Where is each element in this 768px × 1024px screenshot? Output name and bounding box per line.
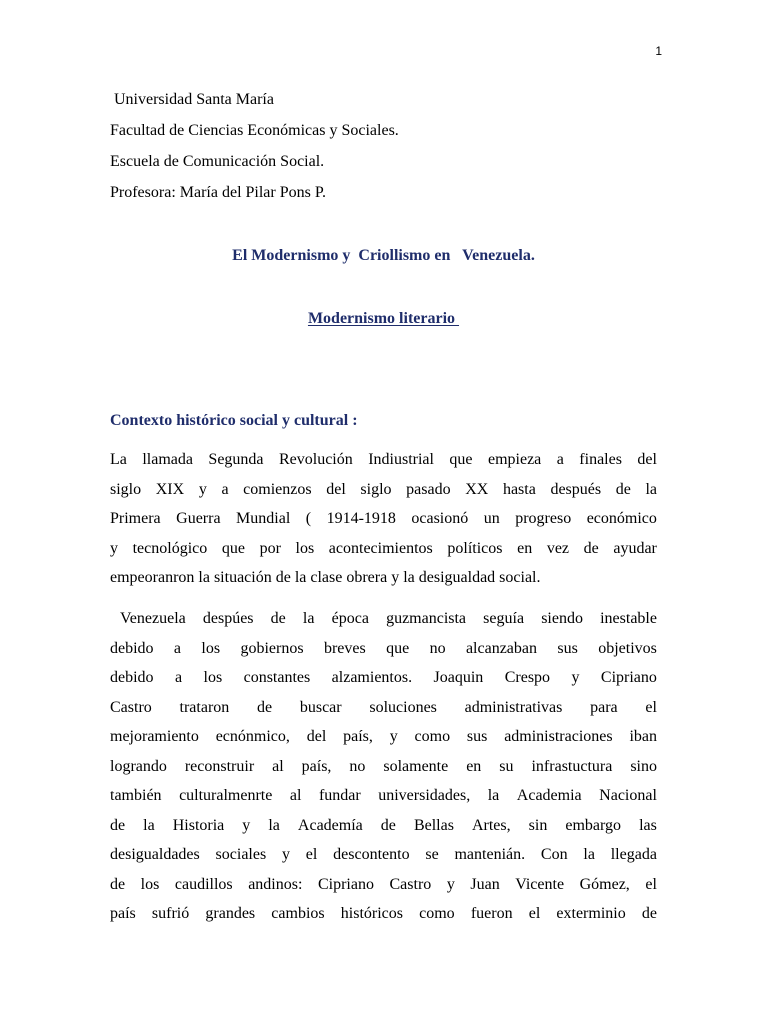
word: empeoranron la situación de la clase obrera y la desigualdad social. — [110, 569, 541, 586]
paragraph-line — [110, 663, 657, 693]
word: y — [446, 875, 455, 893]
word: breves — [323, 639, 366, 657]
word: trataron — [179, 698, 230, 716]
header-school: Escuela de Comunicación Social. — [110, 153, 325, 170]
word: iban — [629, 728, 657, 745]
word: objetivos — [598, 639, 657, 657]
word: progreso — [515, 510, 572, 527]
word: constantes — [243, 669, 311, 686]
word: seguía — [483, 610, 525, 627]
word: empieza — [487, 451, 542, 468]
word: grandes — [205, 905, 256, 922]
word: ocasionó — [411, 510, 469, 527]
word: Vicente — [515, 875, 565, 893]
word: inestable — [600, 610, 657, 627]
word: las — [639, 816, 657, 834]
paragraph-line — [110, 781, 657, 811]
word: a — [174, 669, 183, 686]
page-number: 1 — [655, 44, 662, 58]
word: también — [110, 787, 162, 804]
word: históricos — [340, 905, 403, 922]
word: despúes — [202, 610, 254, 627]
word: Joaquin — [433, 669, 484, 686]
paragraph-line — [110, 563, 657, 593]
paragraph-line — [110, 870, 657, 900]
word: llegada — [610, 846, 657, 863]
word: los — [203, 669, 223, 686]
word: andinos: — [248, 875, 303, 893]
word: la — [487, 787, 500, 804]
paragraph-1 — [110, 445, 657, 593]
word: políticos — [447, 539, 503, 557]
paragraph-line — [110, 722, 657, 752]
document-subtitle: Modernismo literario — [307, 310, 460, 327]
word: ecnónmico, — [215, 728, 290, 745]
word: comienzos — [243, 480, 312, 498]
word: siglo — [360, 480, 392, 498]
header-faculty: Facultad de Ciencias Económicas y Sociales. — [110, 122, 399, 139]
word: se — [425, 846, 439, 863]
word: caudillos — [174, 875, 233, 893]
word: y — [389, 728, 398, 745]
word: al — [289, 787, 302, 804]
word: solamente — [383, 757, 449, 775]
paragraph-line — [110, 604, 657, 634]
word: sino — [630, 757, 657, 775]
word: de — [641, 905, 657, 922]
word: fundar — [318, 787, 361, 804]
word: administrativas — [464, 698, 563, 716]
word: finales — [579, 451, 622, 468]
word: y — [282, 846, 290, 863]
word: del — [306, 728, 327, 745]
word: debido — [110, 639, 154, 657]
word: la — [302, 610, 315, 627]
word: de — [615, 480, 631, 498]
paragraph-2 — [110, 604, 657, 929]
word: de — [270, 610, 286, 627]
word: país, — [343, 728, 373, 745]
word: Guerra — [176, 510, 221, 527]
word: sus — [557, 639, 578, 657]
word: Juan — [470, 875, 500, 893]
word: debido — [110, 669, 154, 686]
word: Castro — [110, 698, 152, 716]
word: alzamientos. — [331, 669, 413, 686]
word: Academia — [516, 787, 582, 804]
word: su — [499, 757, 514, 775]
paragraph-line — [110, 534, 657, 564]
word: época — [331, 610, 369, 627]
word: y — [571, 669, 580, 686]
word: al — [272, 757, 284, 775]
word: Cipriano — [600, 669, 657, 686]
word: desigualdades — [110, 846, 200, 863]
paragraph-line — [110, 634, 657, 664]
word: la — [583, 846, 595, 863]
word: universidades, — [378, 787, 471, 804]
word: infrastuctura — [531, 757, 613, 775]
word: 1914-1918 — [326, 510, 396, 527]
word: XIX — [155, 480, 185, 498]
word: hasta — [502, 480, 536, 498]
word: de — [257, 698, 273, 716]
word: por — [259, 539, 281, 557]
word: logrando — [110, 757, 167, 775]
word: y — [242, 816, 251, 834]
word: Con — [540, 846, 568, 863]
word: de — [110, 816, 126, 834]
word: sin — [528, 816, 548, 834]
word: buscar — [299, 698, 342, 716]
word: país, — [301, 757, 332, 775]
word: Bellas — [413, 816, 454, 834]
word: para — [590, 698, 618, 716]
word: que — [449, 451, 473, 468]
word: y — [198, 480, 207, 498]
word: los — [201, 639, 221, 657]
word: sufrió — [151, 905, 190, 922]
word: La — [110, 451, 127, 468]
word: Primera — [110, 510, 161, 527]
word: llamada — [142, 451, 193, 468]
word: la — [143, 816, 155, 834]
word: Revolución — [278, 451, 353, 468]
word: a — [221, 480, 229, 498]
word: sociales — [215, 846, 267, 863]
word: Crespo — [504, 669, 551, 686]
word: la — [645, 480, 657, 498]
word: soluciones — [369, 698, 437, 716]
word: ( — [305, 510, 312, 527]
word: XX — [465, 480, 489, 498]
word: Cipriano — [317, 875, 374, 893]
word: Indiustrial — [368, 451, 434, 468]
header-block — [110, 84, 670, 208]
header-professor: Profesora: María del Pilar Pons P. — [110, 184, 326, 201]
word: un — [483, 510, 500, 527]
paragraph-line — [110, 475, 657, 505]
word: de — [583, 539, 599, 557]
word: Historia — [172, 816, 225, 834]
word: administraciones — [504, 728, 613, 745]
word: la — [268, 816, 280, 834]
paragraph-line — [110, 445, 657, 475]
word: país — [110, 905, 136, 922]
word: Nacional — [599, 787, 657, 804]
word: cambios — [271, 905, 325, 922]
word: de — [380, 816, 396, 834]
paragraph-line — [110, 693, 657, 723]
word: después — [550, 480, 602, 498]
word: los — [295, 539, 315, 557]
word: alcanzaban — [465, 639, 537, 657]
word: mantenián. — [454, 846, 526, 863]
word: no — [349, 757, 366, 775]
word: a — [173, 639, 182, 657]
word: descontento — [333, 846, 410, 863]
word: siglo — [110, 480, 142, 498]
word: exterminio — [556, 905, 626, 922]
word: pasado — [406, 480, 451, 498]
word: vez — [546, 539, 570, 557]
header-university: Universidad Santa María — [114, 91, 274, 108]
word: el — [528, 905, 541, 922]
word: sus — [466, 728, 488, 745]
word: siendo — [541, 610, 583, 627]
word: los — [140, 875, 160, 893]
word: como — [419, 905, 455, 922]
paragraph-line — [110, 840, 657, 870]
word: acontecimientos — [328, 539, 433, 557]
paragraph-line — [110, 811, 657, 841]
word: Artes, — [471, 816, 511, 834]
paragraph-line — [110, 899, 657, 929]
word: en — [466, 757, 482, 775]
word: Academía — [297, 816, 363, 834]
word: del — [637, 451, 657, 468]
word: en — [517, 539, 533, 557]
word: fueron — [470, 905, 513, 922]
section-heading: Contexto histórico social y cultural : — [110, 412, 358, 429]
word: y — [110, 539, 118, 557]
word: económico — [586, 510, 657, 527]
word: el — [305, 846, 318, 863]
paragraph-line — [110, 504, 657, 534]
word: que — [386, 639, 410, 657]
word: gobiernos — [240, 639, 304, 657]
word: tecnológico — [132, 539, 208, 557]
word: no — [429, 639, 446, 657]
word: ayudar — [613, 539, 657, 557]
word: guzmancista — [386, 610, 467, 627]
word: como — [414, 728, 451, 745]
word: Segunda — [208, 451, 264, 468]
word: Gómez, — [579, 875, 630, 893]
document-title: El Modernismo y Criollismo en Venezuela. — [232, 247, 535, 264]
word: reconstruir — [184, 757, 255, 775]
word: que — [221, 539, 245, 557]
word: Venezuela — [120, 610, 186, 627]
paragraph-line — [110, 752, 657, 782]
word: el — [645, 698, 657, 716]
word: embargo — [565, 816, 622, 834]
word: de — [110, 875, 126, 893]
word: del — [326, 480, 346, 498]
word: el — [645, 875, 657, 893]
word: culturalmenrte — [179, 787, 273, 804]
word: a — [556, 451, 564, 468]
word: mejoramiento — [110, 728, 199, 745]
word: Mundial — [236, 510, 291, 527]
word: Castro — [389, 875, 432, 893]
